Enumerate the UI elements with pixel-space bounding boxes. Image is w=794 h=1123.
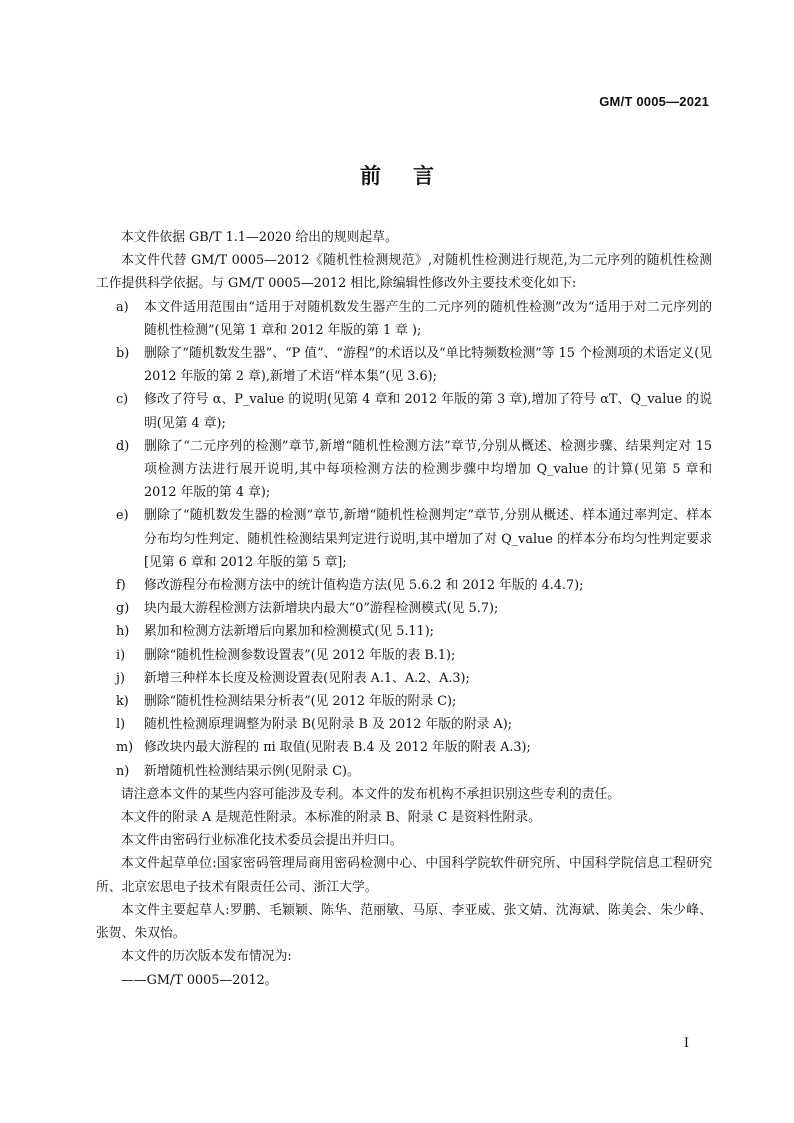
list-item [96, 713, 712, 736]
list-item-text: 删除了“随机数发生器”、“P 值”、“游程”的术语以及“单比特频数检测”等 15 个检测项的术语定义(见 2012 年版的第 2 章),新增了术语“样本集”(见 3.6); [144, 346, 712, 385]
list-item-label: b) [116, 346, 130, 362]
standard-code: GM/T 0005—2021 [599, 94, 709, 109]
list-item-label: m) [116, 740, 134, 756]
list-item [96, 574, 712, 597]
paragraph-annex-types: 本文件的附录 A 是规范性附录。本标准的附录 B、附录 C 是资料性附录。 [121, 810, 541, 826]
list-item [96, 760, 712, 783]
list-item-text: 累加和检测方法新增后向累加和检测模式(见 5.11); [144, 624, 434, 640]
list-item [96, 342, 712, 388]
list-item-text: 删除“随机性检测参数设置表”(见 2012 年版的表 B.1); [144, 647, 456, 663]
list-item-label: c) [116, 392, 129, 408]
list-item-text: 新增三种样本长度及检测设置表(见附表 A.1、A.2、A.3); [144, 670, 470, 686]
list-item [96, 644, 712, 667]
list-item-label: a) [116, 299, 129, 315]
list-item-text: 修改块内最大游程的 πi 取值(见附表 B.4 及 2012 年版的附表 A.3); [144, 740, 531, 756]
paragraph-previous-edition: ——GM/T 0005—2012。 [121, 972, 278, 988]
list-item-text: 修改游程分布检测方法中的统计值构造方法(见 5.6.2 和 2012 年版的 4.4.7); [144, 578, 584, 594]
list-item [96, 667, 712, 690]
list-item-text: 删除“随机性检测结果分析表”(见 2012 年版的附录 C); [144, 694, 457, 710]
page-number: I [683, 1036, 689, 1051]
list-item-text: 删除了“随机数发生器的检测”章节,新增“随机性检测判定”章节,分别从概述、样本通过率判定、样本分布均匀性判定、随机性检测结果判定进行说明,其中增加了对 Q_value 的样本分布均匀性判定要求[见第 6 章和 2012 年版的第 5 章]; [144, 508, 712, 570]
list-item-label: n) [116, 763, 130, 779]
list-item [96, 435, 712, 505]
list-item-text: 删除了“二元序列的检测”章节,新增“随机性检测方法”章节,分别从概述、检测步骤、结果判定对 15 项检测方法进行展开说明,其中每项检测方法的检测步骤中均增加 Q_value 的计算(见第 5 章和 2012 年版的第 4 章); [144, 438, 712, 501]
list-item [96, 690, 712, 713]
list-item-text: 随机性检测原理调整为附录 B(见附录 B 及 2012 年版的附录 A); [144, 717, 513, 733]
list-item-text: 修改了符号 α、P_value 的说明(见第 4 章和 2012 年版的第 3 章),增加了符号 αT、Q_value 的说明(见第 4 章); [144, 392, 712, 431]
paragraph-patent-notice: 请注意本文件的某些内容可能涉及专利。本文件的发布机构不承担识别这些专利的责任。 [121, 786, 621, 802]
list-item-label: g) [116, 601, 130, 617]
list-item-label: h) [116, 624, 130, 640]
list-item [96, 296, 712, 342]
list-item-label: f) [116, 578, 126, 594]
list-item [96, 504, 712, 574]
list-item [96, 388, 712, 434]
list-item [96, 597, 712, 620]
list-item-label: d) [116, 438, 130, 454]
list-item [96, 620, 712, 643]
document-body [96, 226, 712, 992]
paragraph-proposer: 本文件由密码行业标准化技术委员会提出并归口。 [121, 833, 403, 849]
paragraph-history: 本文件的历次版本发布情况为: [121, 949, 292, 965]
paragraph-drafting-rules: 本文件依据 GB/T 1.1—2020 给出的规则起草。 [121, 230, 398, 245]
paragraph-drafting-units: 本文件起草单位:国家密码管理局商用密码检测中心、中国科学院软件研究所、中国科学院信息工程研究所、北京宏思电子技术有限责任公司、浙江大学。 [96, 856, 712, 895]
list-item-label: l) [116, 717, 126, 733]
list-item-label: e) [116, 508, 129, 524]
paragraph-replacement: 本文件代替 GM/T 0005—2012《随机性检测规范》,对随机性检测进行规范,为二元序列的随机性检测工作提供科学依据。与 GM/T 0005—2012 相比,除编辑性修改外主要技术变化如下: [96, 253, 712, 292]
page-title: 前言 [360, 164, 466, 188]
list-item-text: 块内最大游程检测方法新增块内最大“0”游程检测模式(见 5.7); [144, 601, 499, 617]
list-item [96, 736, 712, 759]
list-item-label: k) [116, 694, 129, 710]
list-item-label: i) [116, 647, 126, 663]
paragraph-drafters: 本文件主要起草人:罗鹏、毛颖颖、陈华、范丽敏、马原、李亚威、张文婧、沈海斌、陈美会、朱少峰、张贺、朱双怡。 [96, 902, 712, 942]
list-item-label: j) [116, 670, 125, 686]
list-item-text: 本文件适用范围由“适用于对随机数发生器产生的二元序列的随机性检测”改为“适用于对二元序列的随机性检测”(见第 1 章和 2012 年版的第 1 章 ); [144, 299, 712, 338]
list-item-text: 新增随机性检测结果示例(见附录 C)。 [144, 763, 360, 779]
